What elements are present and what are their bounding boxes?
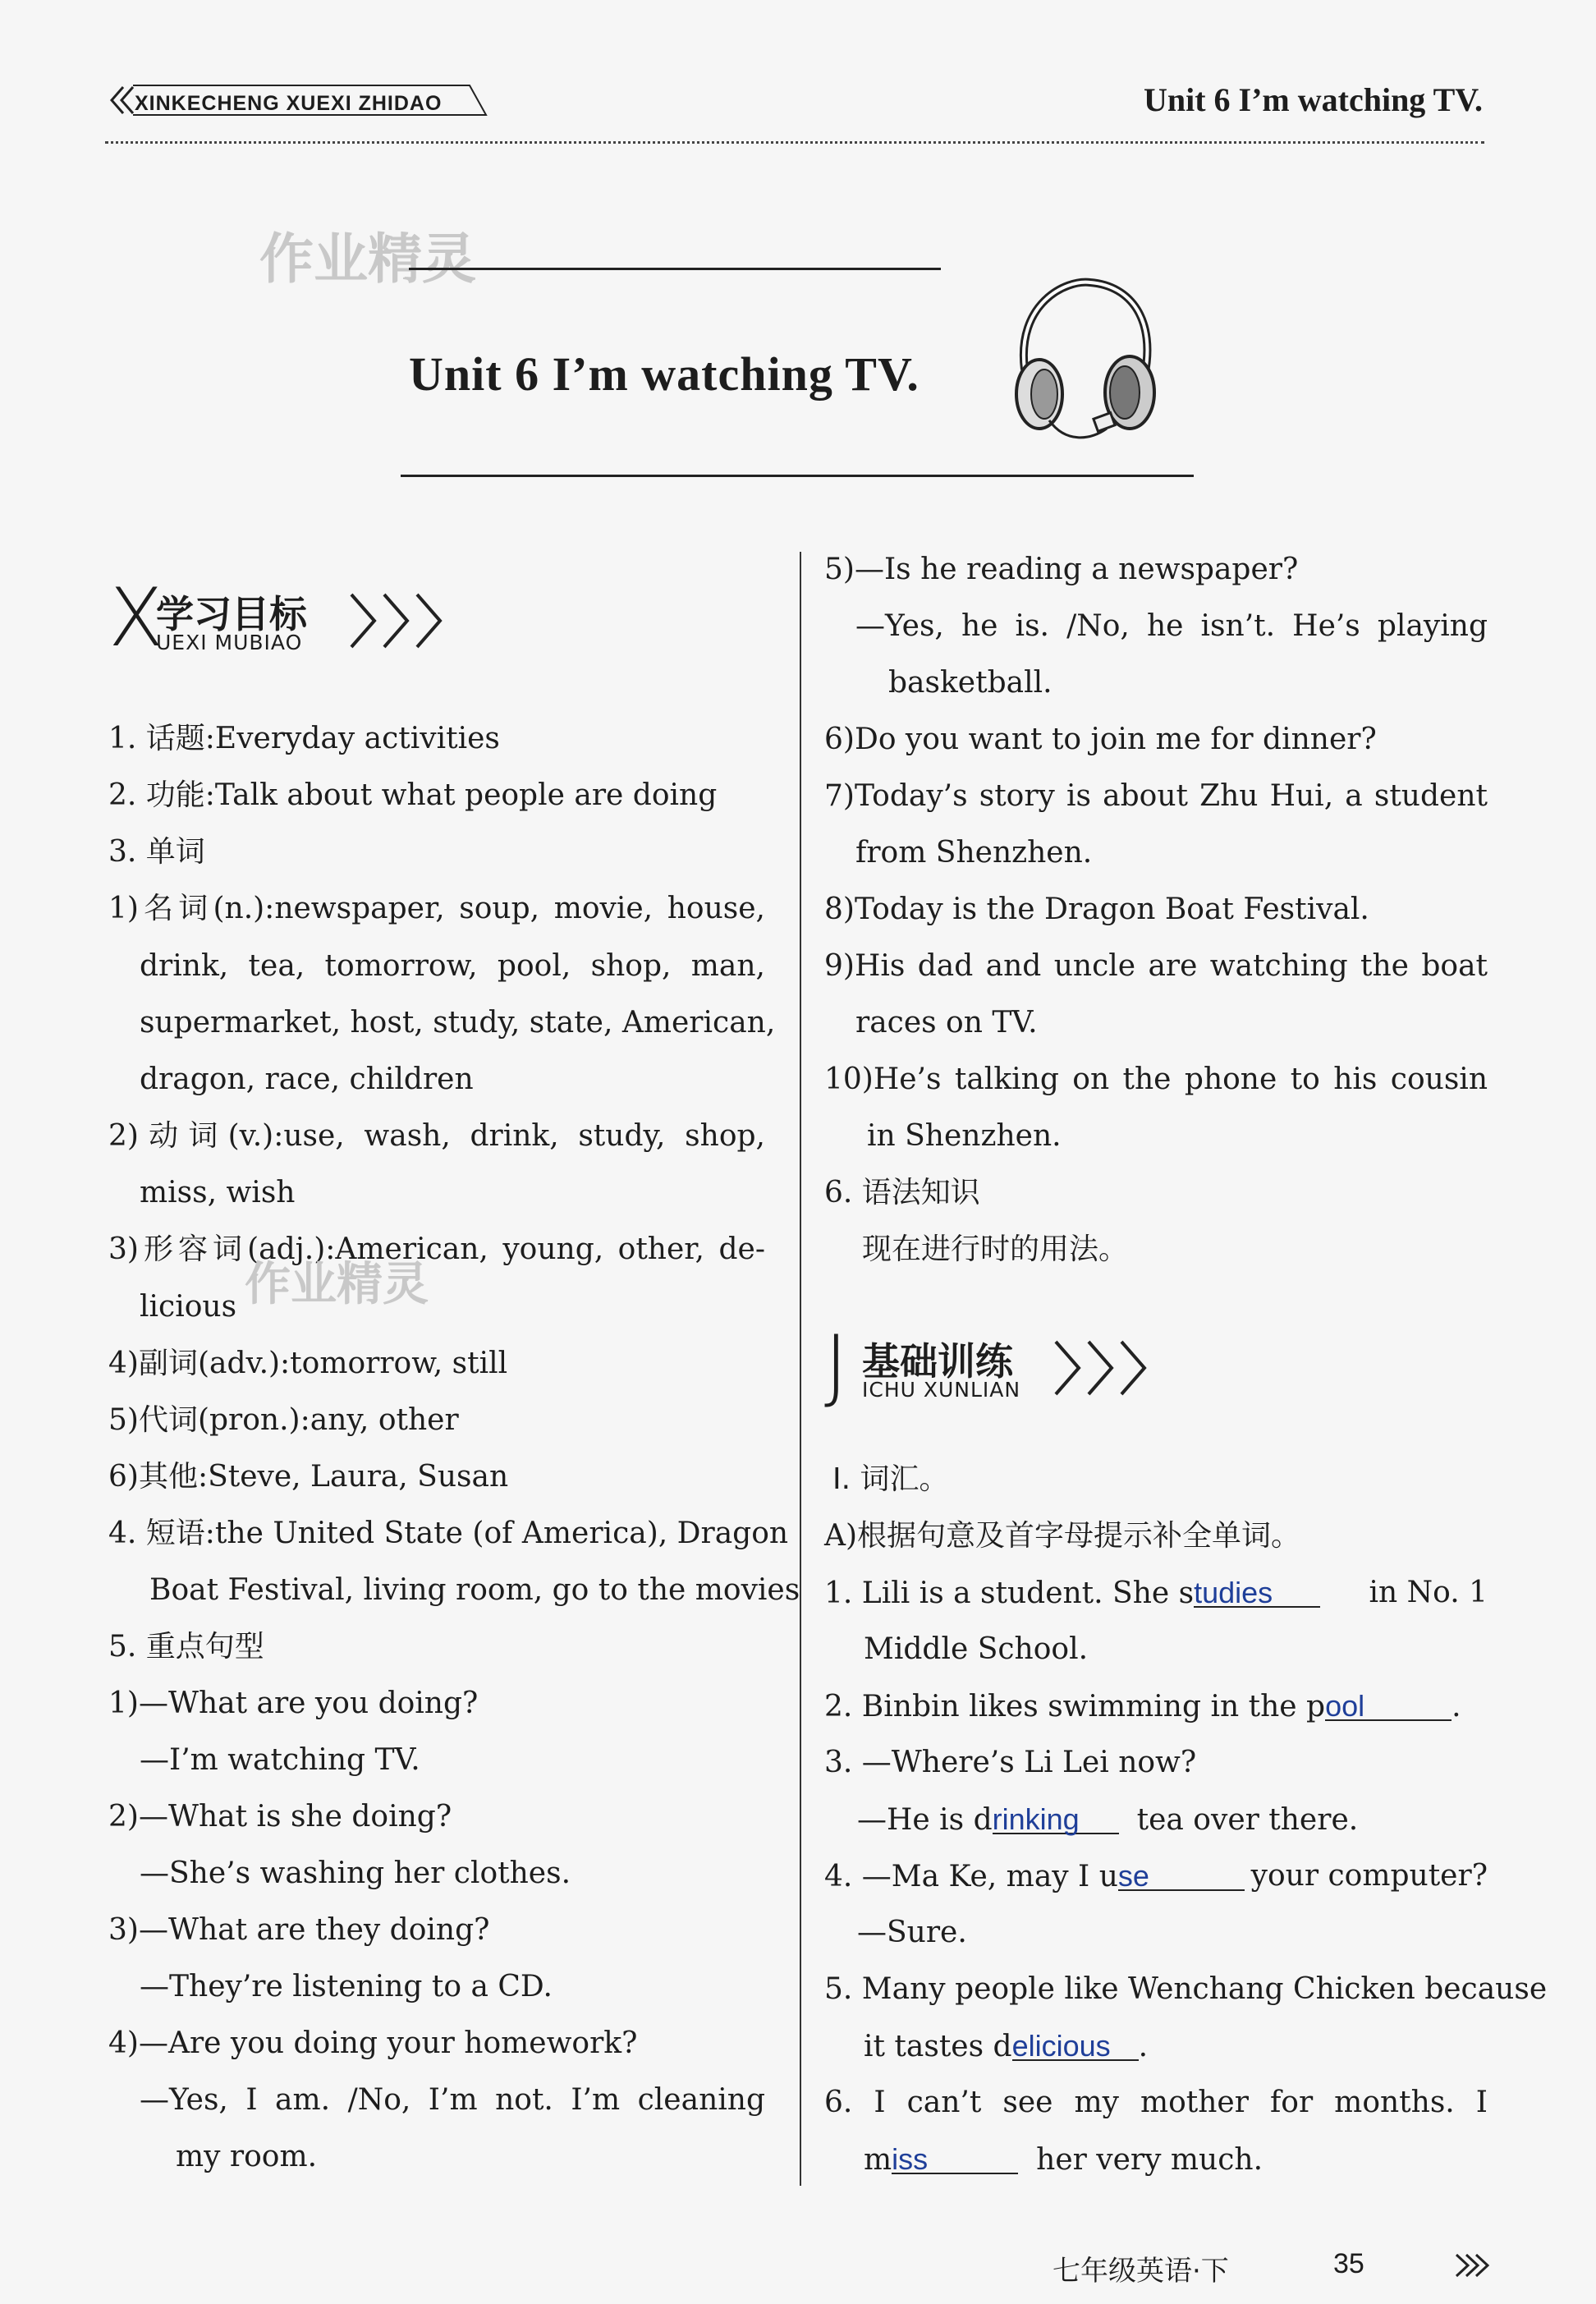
answer-blank-3[interactable]: rinking: [993, 1803, 1119, 1834]
sentence-7: 7)Today’s story is about Zhu Hui, a student: [824, 779, 1488, 813]
title-rule-bottom: [401, 475, 1194, 477]
answer-blank-2[interactable]: ool: [1325, 1690, 1452, 1721]
header-unit-title: Unit 6 I’m watching TV.: [1143, 81, 1483, 118]
sentence-6: 6)Do you want to join me for dinner?: [824, 723, 1377, 756]
page-number: 35: [1333, 2248, 1364, 2279]
watermark-top: 作业精灵: [259, 227, 476, 291]
words-nouns-cont1: drink, tea, tomorrow, pool, shop, man,: [140, 949, 765, 983]
sentence-1-a: —I’m watching TV.: [140, 1743, 420, 1777]
objective-topic: 1. 话题:Everyday activities: [108, 722, 500, 755]
objective-key-sentences: 5. 重点句型: [108, 1630, 264, 1664]
sentence-4-a-cont: my room.: [176, 2140, 318, 2173]
chevrons-icon: [1053, 1338, 1167, 1396]
watermark-middle: 作业精灵: [245, 1258, 429, 1311]
sentence-8: 8)Today is the Dragon Boat Festival.: [824, 893, 1369, 926]
words-nouns-cont3: dragon, race, children: [140, 1063, 474, 1096]
question-1: 1. Lili is a student. She studies in No. 1: [824, 1576, 1488, 1610]
sentence-3-q: 3)—What are they doing?: [108, 1913, 490, 1947]
words-adjectives-cont: licious: [140, 1290, 237, 1324]
title-rule-top: [409, 268, 941, 270]
next-page-icon[interactable]: [1453, 2251, 1494, 2279]
sentence-9: 9)His dad and uncle are watching the boat: [824, 949, 1488, 983]
words-adjectives: 3)形容词(adj.):American, young, other, de-: [108, 1232, 765, 1266]
objective-phrases: 4. 短语:the United State (of America), Dragon: [108, 1517, 789, 1550]
answer-blank-4[interactable]: se: [1118, 1860, 1245, 1891]
words-others: 6)其他:Steve, Laura, Susan: [108, 1460, 509, 1494]
words-verbs: 2)动词(v.):use, wash, drink, study, shop,: [108, 1119, 765, 1153]
sentence-7-cont: from Shenzhen.: [855, 836, 1093, 870]
footer-book-title: 七年级英语·下: [1053, 2255, 1229, 2288]
sentence-5-q: 5)—Is he reading a newspaper?: [824, 553, 1299, 586]
sentence-5-a-cont: basketball.: [888, 666, 1053, 700]
series-header: XINKECHENG XUEXI ZHIDAO: [105, 92, 412, 116]
header-divider: [105, 141, 1484, 144]
objective-grammar: 6. 语法知识: [824, 1176, 980, 1209]
question-4: 4. —Ma Ke, may I use your computer?: [824, 1859, 1488, 1893]
sentence-4-q: 4)—Are you doing your homework?: [108, 2026, 638, 2060]
headphones-icon: [992, 271, 1164, 443]
sentence-4-a: —Yes, I am. /No, I’m not. I’m cleaning: [140, 2083, 765, 2117]
question-5-answer-line: it tastes delicious .: [864, 2029, 1149, 2063]
question-6-answer-line: miss her very much.: [864, 2142, 1264, 2177]
words-nouns: 1)名词(n.):newspaper, soup, movie, house,: [108, 892, 765, 925]
sentence-5-a: —Yes, he is. /No, he isn’t. He’s playing: [855, 609, 1488, 643]
question-5: 5. Many people like Wenchang Chicken because: [824, 1972, 1548, 2006]
answer-blank-1[interactable]: tudies: [1194, 1577, 1320, 1608]
answer-blank-5[interactable]: elicious: [1012, 2030, 1139, 2061]
sentence-2-a: —She’s washing her clothes.: [140, 1857, 571, 1890]
words-adverbs: 4)副词(adv.):tomorrow, still: [108, 1347, 508, 1380]
chevrons-icon: [348, 591, 463, 649]
objective-words: 3. 单词: [108, 835, 205, 869]
page-title: Unit 6 I’m watching TV.: [409, 347, 920, 401]
sentence-2-q: 2)—What is she doing?: [108, 1800, 452, 1834]
objective-phrases-cont: Boat Festival, living room, go to the movies: [149, 1573, 800, 1607]
question-6: 6. I can’t see my mother for months. I: [824, 2086, 1488, 2119]
grammar-text: 现在进行时的用法。: [862, 1232, 1129, 1266]
words-nouns-cont2: supermarket, host, study, state, American,: [140, 1006, 776, 1040]
words-verbs-cont: miss, wish: [140, 1176, 296, 1209]
words-pronouns: 5)代词(pron.):any, other: [108, 1403, 459, 1437]
question-3-answer-line: —He is drinking tea over there.: [857, 1802, 1359, 1837]
question-3: 3. —Where’s Li Lei now?: [824, 1746, 1197, 1779]
question-2: 2. Binbin likes swimming in the pool .: [824, 1689, 1461, 1723]
sentence-10-cont: in Shenzhen.: [867, 1119, 1062, 1153]
sentence-1-q: 1)—What are you doing?: [108, 1687, 479, 1720]
objective-function: 2. 功能:Talk about what people are doing: [108, 778, 718, 812]
exercise-instruction: A)根据句意及首字母提示补全单词。: [824, 1519, 1301, 1553]
sentence-3-a: —They’re listening to a CD.: [140, 1970, 553, 2003]
sentence-10: 10)He’s talking on the phone to his cousin: [824, 1063, 1488, 1096]
column-divider: [800, 552, 801, 2186]
question-4-cont: —Sure.: [857, 1916, 967, 1949]
question-1-cont: Middle School.: [864, 1632, 1089, 1666]
sentence-9-cont: races on TV.: [855, 1006, 1038, 1040]
exercise-part-title: Ⅰ. 词汇。: [832, 1462, 949, 1496]
answer-blank-6[interactable]: iss: [892, 2143, 1018, 2174]
